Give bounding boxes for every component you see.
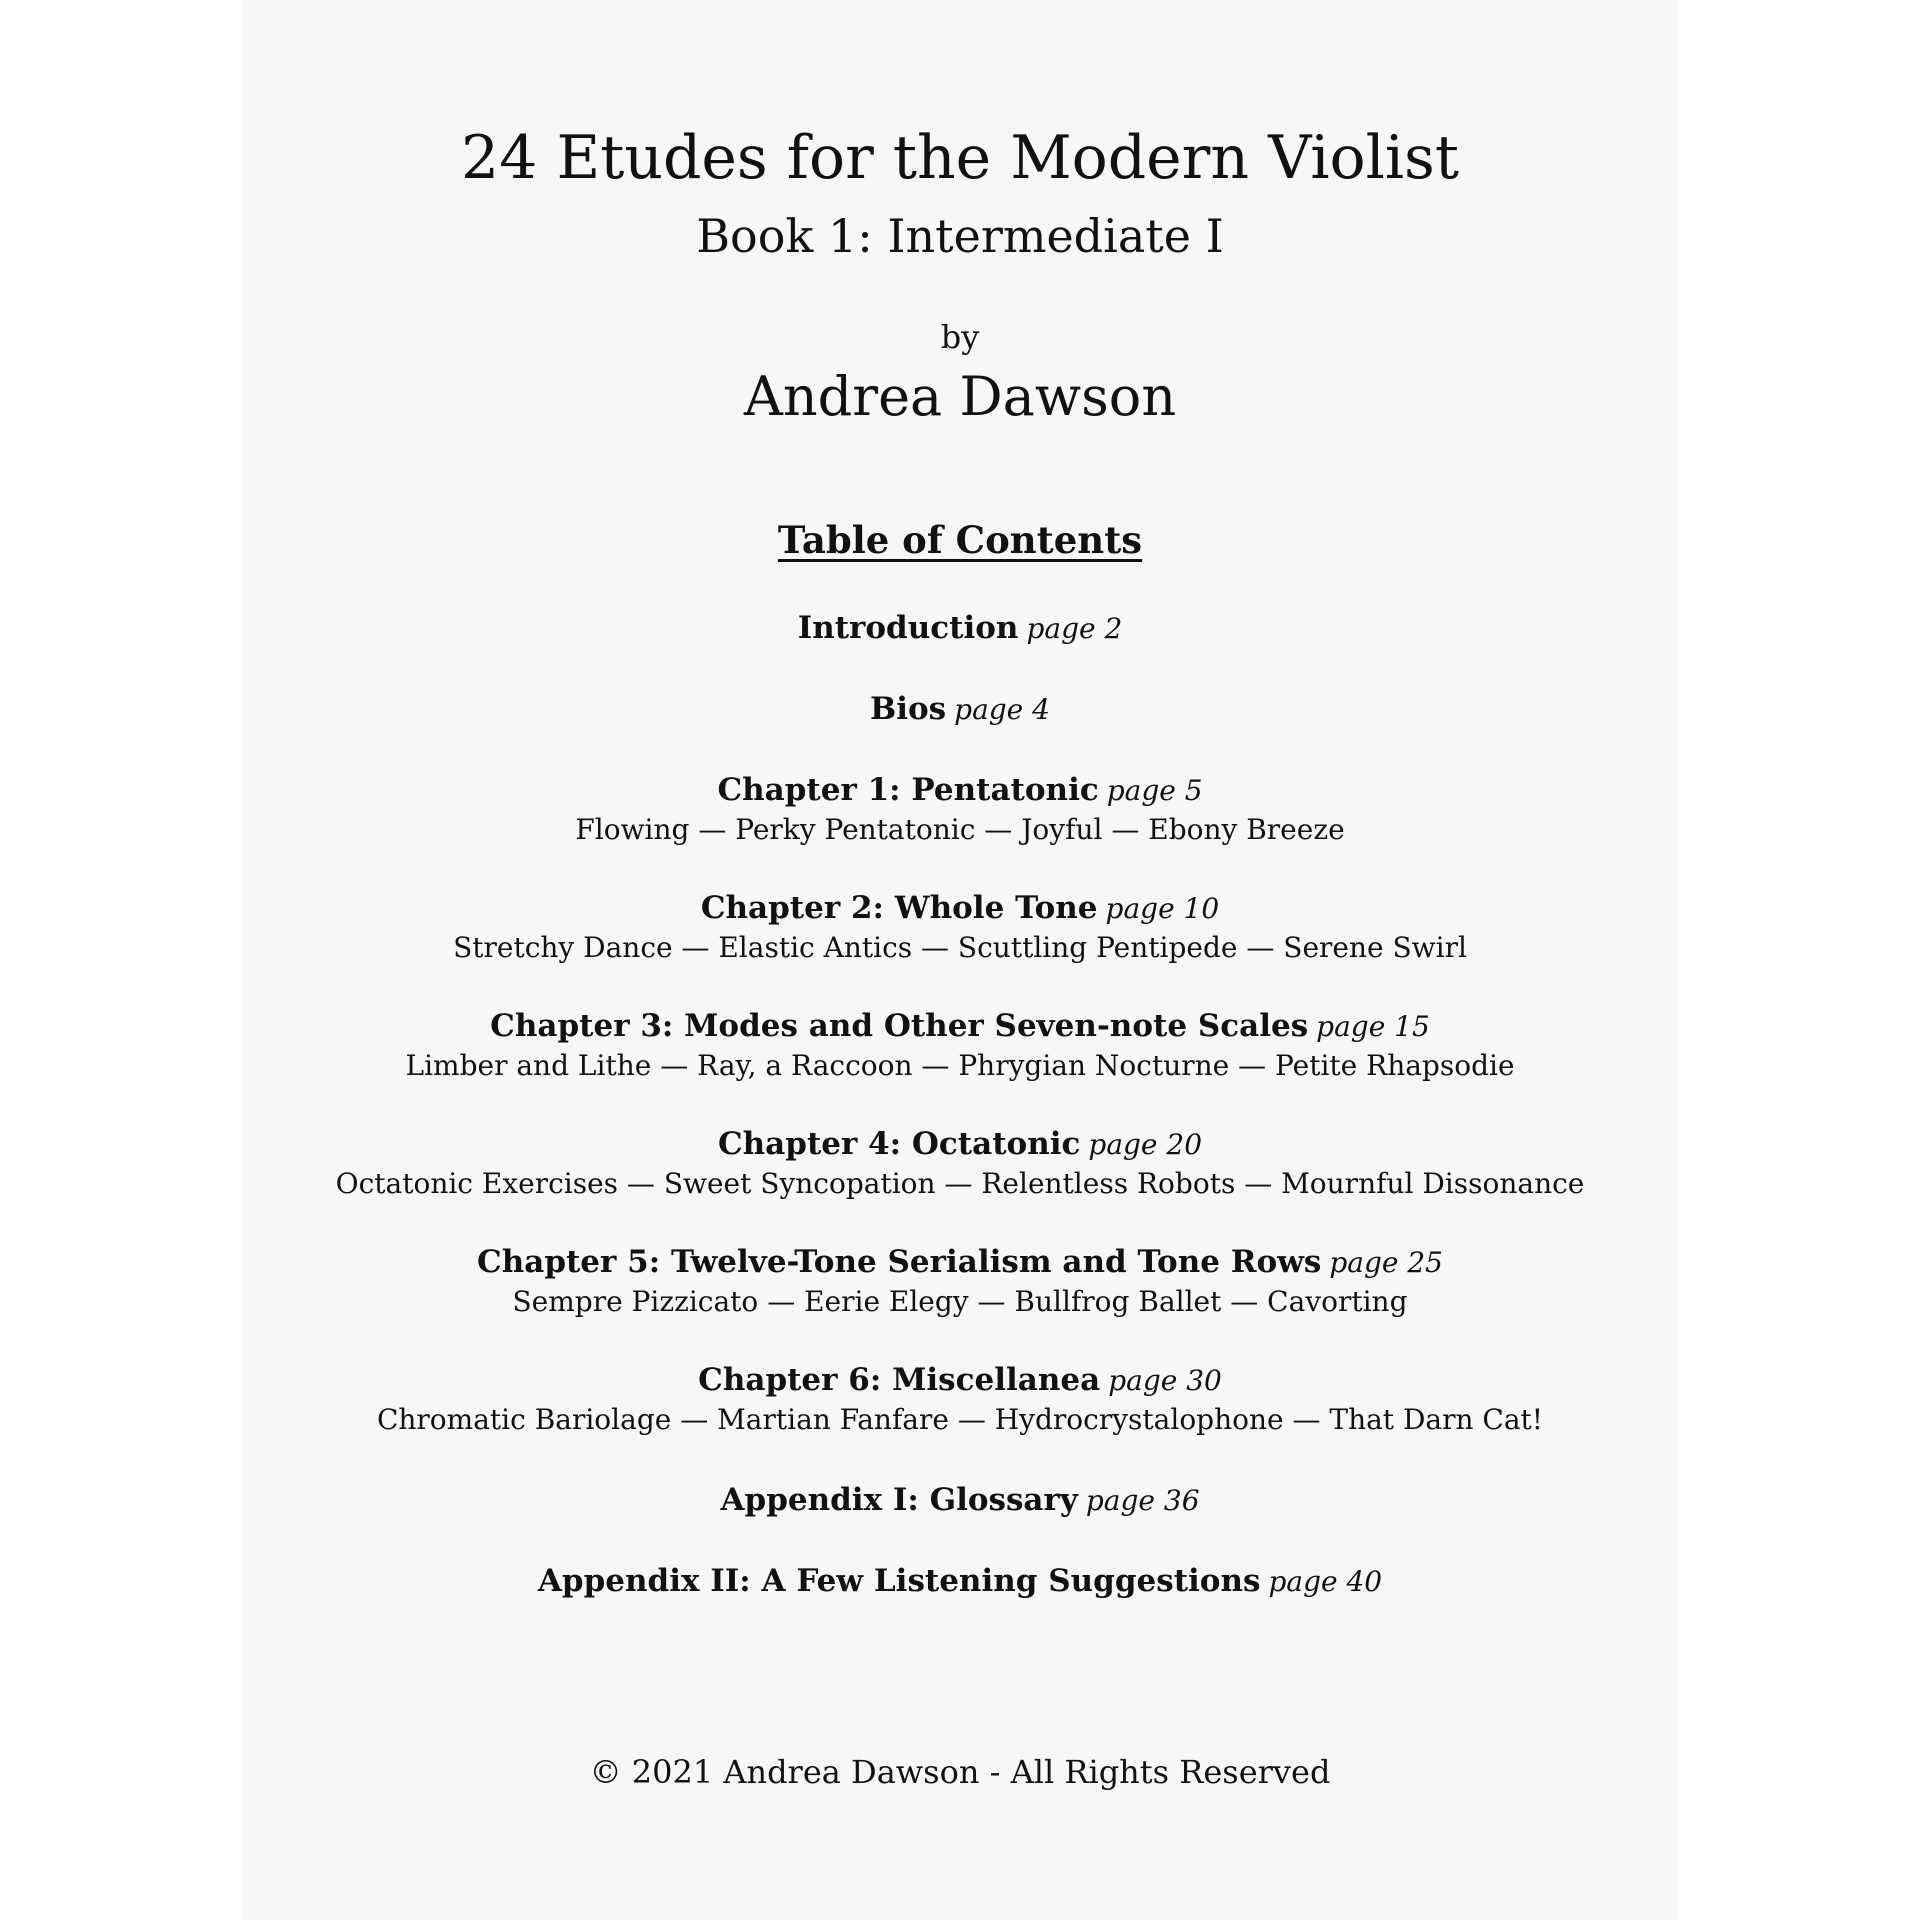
copyright-notice: © 2021 Andrea Dawson - All Rights Reserved xyxy=(589,1753,1331,1791)
toc-entry-page: page 40 xyxy=(1268,1565,1383,1598)
toc-entry-chapter-2 xyxy=(0,888,1920,929)
toc-entry-chapter-5 xyxy=(0,1242,1920,1283)
toc-entry-name: Chapter 2: Whole Tone xyxy=(700,890,1098,926)
toc-entry-page: page 20 xyxy=(1088,1128,1203,1161)
toc-entry-page: page 25 xyxy=(1329,1246,1443,1279)
author-name: Andrea Dawson xyxy=(743,365,1177,428)
toc-entry-pieces: Sempre Pizzicato — Eerie Elegy — Bullfrog Ballet — Cavorting xyxy=(512,1285,1408,1318)
toc-entry-name: Chapter 4: Octatonic xyxy=(717,1126,1081,1162)
book-subtitle: Book 1: Intermediate I xyxy=(696,209,1224,263)
toc-entry-chapter-3 xyxy=(0,1006,1920,1047)
toc-entry-chapter-4 xyxy=(0,1124,1920,1165)
toc-entry-pieces: Limber and Lithe — Ray, a Raccoon — Phrygian Nocturne — Petite Rhapsodie xyxy=(405,1049,1515,1082)
toc-entry-appendix-1 xyxy=(0,1480,1920,1521)
toc-entry-name: Chapter 5: Twelve-Tone Serialism and Tone Rows xyxy=(477,1244,1322,1280)
toc-entry-page: page 10 xyxy=(1105,892,1220,925)
toc-entry-pieces: Chromatic Bariolage — Martian Fanfare — Hydrocrystalophone — That Darn Cat! xyxy=(376,1403,1544,1436)
toc-entry-introduction xyxy=(0,608,1920,649)
toc-entry-page: page 2 xyxy=(1026,612,1123,645)
toc-entry-page: page 36 xyxy=(1085,1484,1200,1517)
toc-entry-chapter-6 xyxy=(0,1360,1920,1401)
toc-entry-chapter-1 xyxy=(0,770,1920,811)
toc-entry-name: Appendix I: Glossary xyxy=(720,1482,1078,1518)
toc-entry-pieces: Stretchy Dance — Elastic Antics — Scuttling Pentipede — Serene Swirl xyxy=(453,931,1467,964)
book-title: 24 Etudes for the Modern Violist xyxy=(461,123,1459,193)
toc-entry-page: page 30 xyxy=(1108,1364,1222,1397)
toc-entry-name: Appendix II: A Few Listening Suggestions xyxy=(537,1563,1261,1599)
toc-entry-name: Introduction xyxy=(797,610,1019,646)
toc-entry-pieces: Flowing — Perky Pentatonic — Joyful — Ebony Breeze xyxy=(575,813,1345,846)
toc-entry-page: page 5 xyxy=(1106,774,1203,807)
toc-entry-name: Bios xyxy=(870,691,947,727)
toc-entry-page: page 4 xyxy=(954,693,1050,726)
toc-entry-page: page 15 xyxy=(1316,1010,1430,1043)
toc-entry-appendix-2 xyxy=(0,1561,1920,1602)
toc-entry-bios xyxy=(0,689,1920,730)
toc-entry-name: Chapter 1: Pentatonic xyxy=(717,772,1099,808)
by-line: by xyxy=(940,318,980,356)
toc-entry-pieces: Octatonic Exercises — Sweet Syncopation — Relentless Robots — Mournful Dissonance xyxy=(335,1167,1585,1200)
toc-heading: Table of Contents xyxy=(777,518,1143,562)
toc-entry-name: Chapter 6: Miscellanea xyxy=(698,1362,1101,1398)
toc-entry-name: Chapter 3: Modes and Other Seven-note Scales xyxy=(490,1008,1309,1044)
